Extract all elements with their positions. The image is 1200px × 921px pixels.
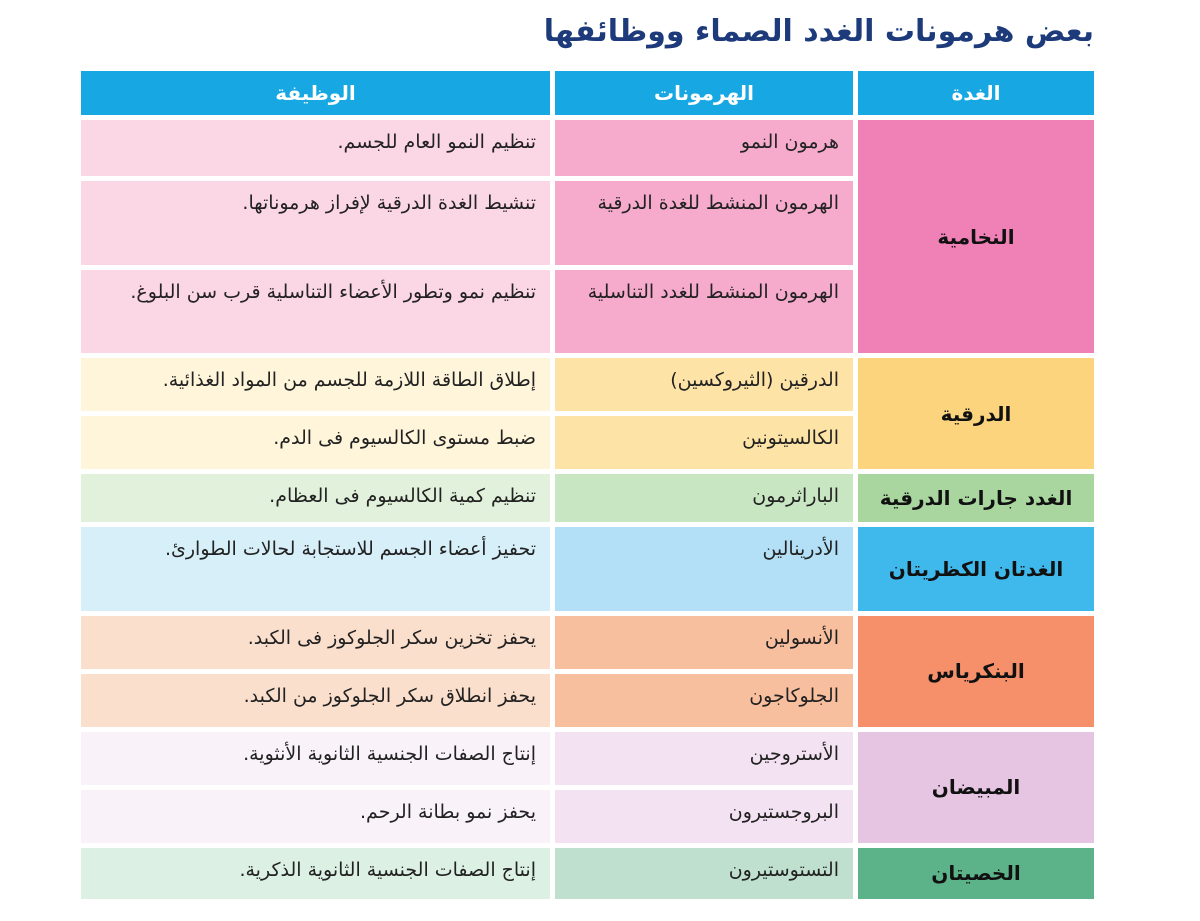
table-header-row — [81, 71, 1094, 115]
function-cell: إنتاج الصفات الجنسية الثانوية الذكرية. — [81, 848, 550, 899]
hormone-cell: البروجستيرون — [555, 790, 853, 843]
header-hormones: الهرمونات — [555, 71, 853, 115]
gland-cell: الغدد جارات الدرقية — [858, 474, 1094, 522]
function-cell: تنظيم نمو وتطور الأعضاء التناسلية قرب سن البلوغ. — [81, 270, 550, 354]
function-cell: تحفيز أعضاء الجسم للاستجابة لحالات الطوارئ. — [81, 527, 550, 611]
gland-cell: الدرقية — [858, 358, 1094, 469]
function-cell: تنشيط الغدة الدرقية لإفراز هرموناتها. — [81, 181, 550, 265]
hormone-cell: الباراثرمون — [555, 474, 853, 522]
hormone-cell: الأستروجين — [555, 732, 853, 785]
hormone-cell: هرمون النمو — [555, 120, 853, 176]
hormone-cell: الدرقين (الثيروكسين) — [555, 358, 853, 411]
gland-cell: البنكرياس — [858, 616, 1094, 727]
function-cell: تنظيم النمو العام للجسم. — [81, 120, 550, 176]
hormone-cell: الأدرينالين — [555, 527, 853, 611]
table-row — [81, 120, 1094, 176]
function-cell: إطلاق الطاقة اللازمة للجسم من المواد الغذائية. — [81, 358, 550, 411]
table-row — [81, 616, 1094, 669]
function-cell: يحفز تخزين سكر الجلوكوز فى الكبد. — [81, 616, 550, 669]
function-cell: يحفز نمو بطانة الرحم. — [81, 790, 550, 843]
hormone-cell: الأنسولين — [555, 616, 853, 669]
gland-cell: المبيضان — [858, 732, 1094, 843]
function-cell: تنظيم كمية الكالسيوم فى العظام. — [81, 474, 550, 522]
hormone-cell: الهرمون المنشط للغدة الدرقية — [555, 181, 853, 265]
hormone-cell: الكالسيتونين — [555, 416, 853, 469]
page-title: بعض هرمونات الغدد الصماء ووظائفها — [543, 14, 1094, 49]
header-function: الوظيفة — [81, 71, 550, 115]
table-row — [81, 527, 1094, 611]
hormone-cell: الهرمون المنشط للغدد التناسلية — [555, 270, 853, 354]
gland-cell: النخامية — [858, 120, 1094, 353]
hormone-cell: التستوستيرون — [555, 848, 853, 899]
table-row — [81, 848, 1094, 899]
function-cell: ضبط مستوى الكالسيوم فى الدم. — [81, 416, 550, 469]
hormones-table — [76, 66, 1099, 904]
table-row — [81, 474, 1094, 522]
header-gland: الغدة — [858, 71, 1094, 115]
gland-cell: الغدتان الكظريتان — [858, 527, 1094, 611]
function-cell: يحفز انطلاق سكر الجلوكوز من الكبد. — [81, 674, 550, 727]
function-cell: إنتاج الصفات الجنسية الثانوية الأنثوية. — [81, 732, 550, 785]
hormone-cell: الجلوكاجون — [555, 674, 853, 727]
table-row — [81, 732, 1094, 785]
gland-cell: الخصيتان — [858, 848, 1094, 899]
table-row — [81, 358, 1094, 411]
